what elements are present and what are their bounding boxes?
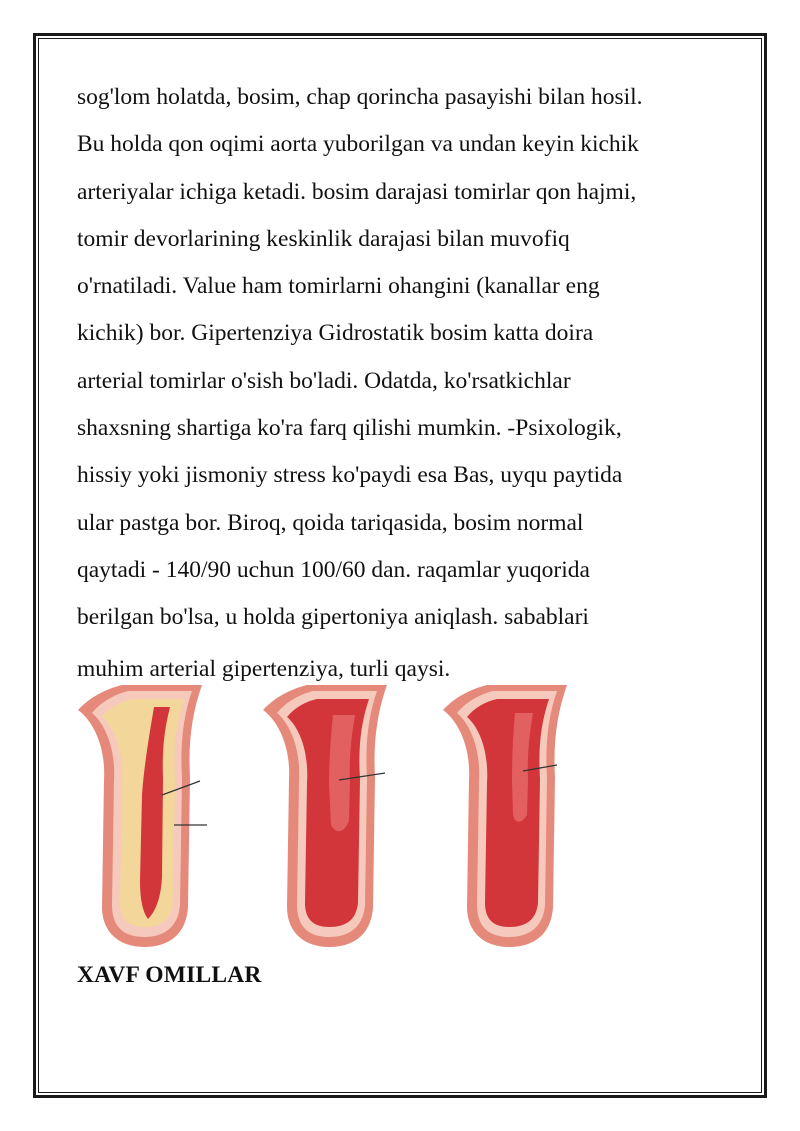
paragraph-line: berilgan bo'lsa, u holda gipertoniya aniqlash. sabablari (77, 604, 589, 631)
paragraph-line: kichik) bor. Gipertenziya Gidrostatik bosim katta doira (77, 320, 594, 347)
artery-plaque-illustration (70, 685, 240, 950)
paragraph-line: o'rnatiladi. Value ham tomirlarni ohangini (kanallar eng (77, 273, 600, 300)
body-paragraph (77, 74, 737, 693)
paragraph-line: tomir devorlarining keskinlik darajasi bilan muvofiq (77, 225, 570, 252)
paragraph-line: shaxsning shartiga ko'ra farq qilishi mumkin. -Psixologik, (77, 415, 622, 442)
paragraph-line: arterial tomirlar o'sish bo'ladi. Odatda, ko'rsatkichlar (77, 367, 571, 394)
paragraph-line: muhim arterial gipertenziya, turli qaysi. (77, 655, 451, 682)
artery-healthy-illustration (435, 685, 605, 950)
paragraph-line: sog'lom holatda, bosim, chap qorincha pasayishi bilan hosil. (77, 84, 643, 110)
artery-illustration-row (70, 685, 600, 950)
paragraph-line: hissiy yoki jismoniy stress ko'paydi esa Bas, uyqu paytida (77, 462, 623, 489)
paragraph-line: qaytadi - 140/90 uchun 100/60 dan. raqamlar yuqorida (77, 556, 590, 583)
artery-partial-narrowing-illustration (255, 685, 425, 950)
paragraph-line: ular pastga bor. Biroq, qoida tariqasida, bosim normal (77, 509, 584, 536)
paragraph-line: arteriyalar ichiga ketadi. bosim darajasi tomirlar qon hajmi, (77, 178, 637, 205)
paragraph-line: Bu holda qon oqimi aorta yuborilgan va undan keyin kichik (77, 131, 639, 158)
section-heading: XAVF OMILLAR (77, 962, 262, 988)
